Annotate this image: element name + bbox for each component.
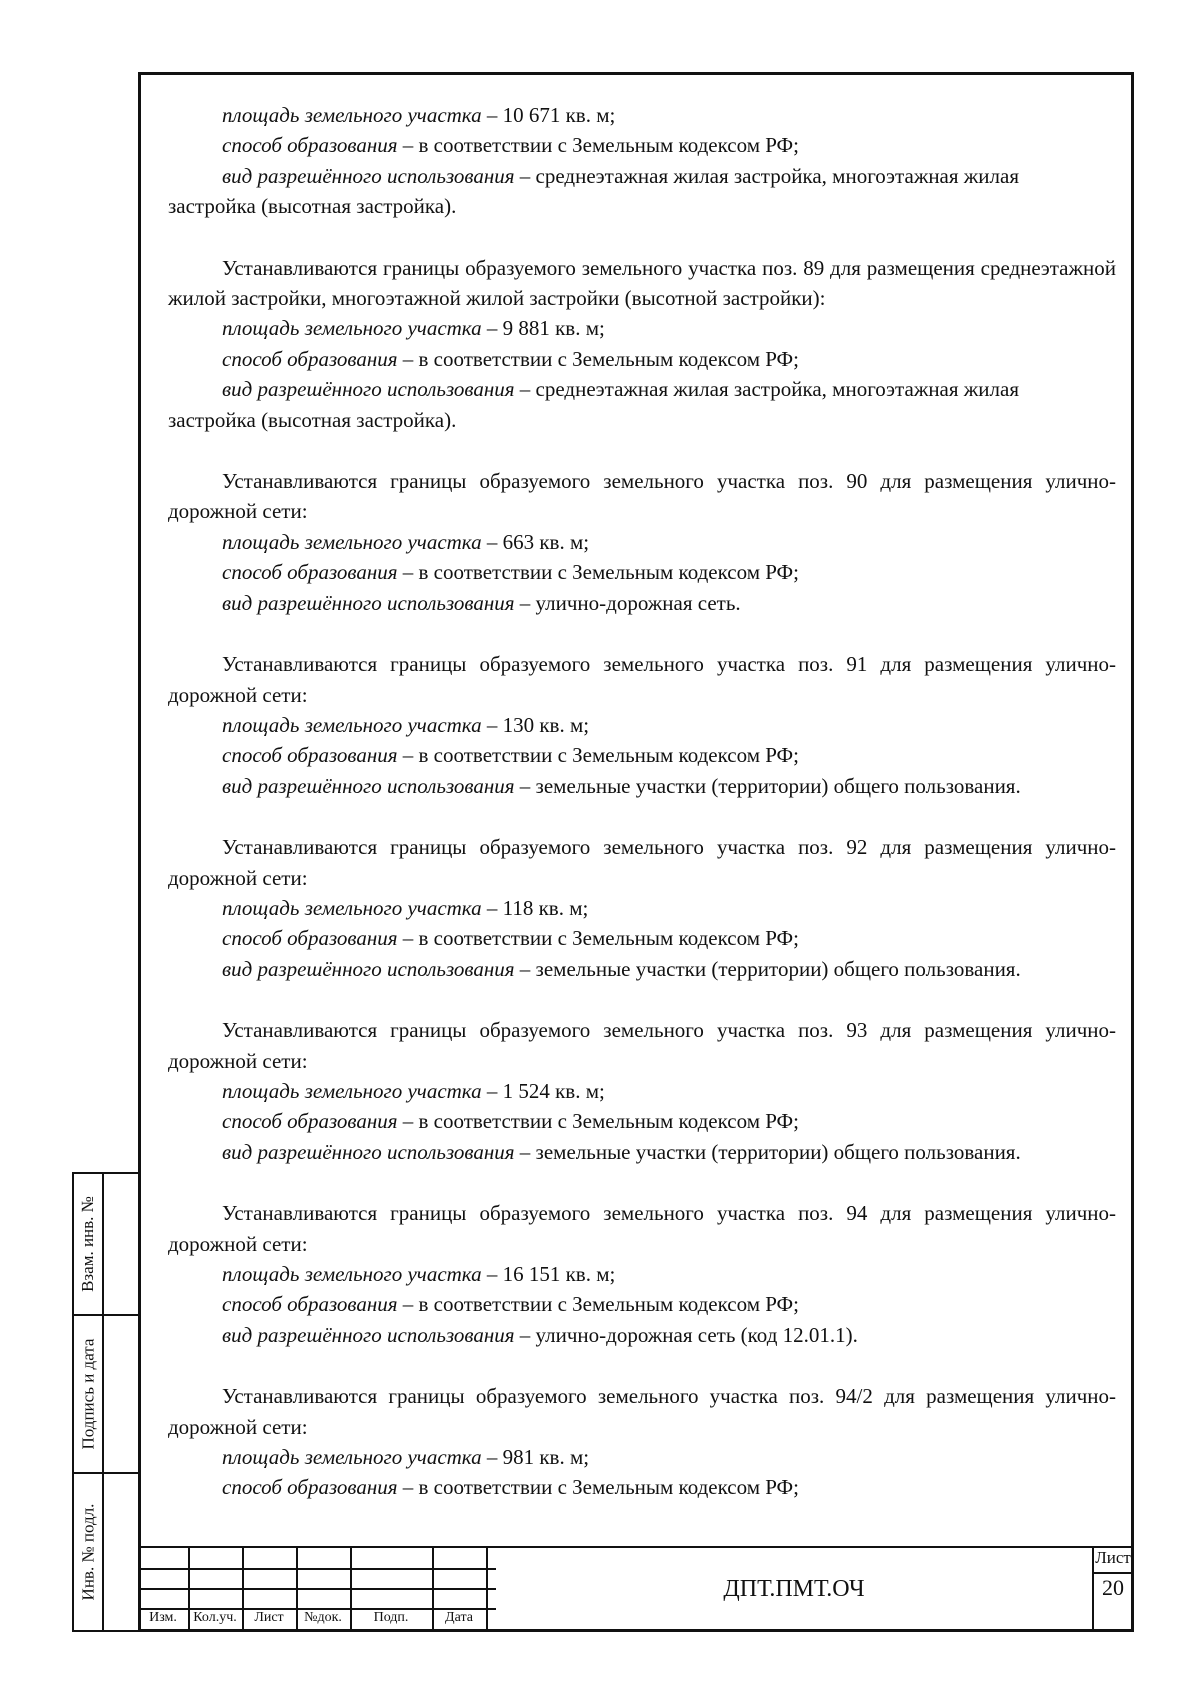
parameter-line <box>168 954 1116 984</box>
side-row-podpis <box>74 1316 138 1472</box>
paragraph-lead: Устанавливаются границы образуемого земельного участка поз. 92 для размещения улично-дорожной сети: <box>168 835 1116 890</box>
parameter-line <box>168 1259 1116 1289</box>
header-izm: Изм. <box>149 1610 177 1625</box>
parameter-value: – улично-дорожная сеть. <box>514 590 741 615</box>
parameter-label: площадь земельного участка <box>222 1078 482 1103</box>
paragraph-continuation: застройка (высотная застройка). <box>168 407 457 432</box>
parameter-label: способ образования <box>222 1475 398 1500</box>
parameter-line <box>168 344 1116 374</box>
section-paragraph <box>168 1015 1116 1167</box>
section-paragraph <box>168 832 1116 984</box>
parameter-line <box>168 588 1116 618</box>
paragraph-lead: Устанавливаются границы образуемого земельного участка поз. 91 для размещения улично-дорожной сети: <box>168 652 1116 707</box>
paragraph-lead: Устанавливаются границы образуемого земельного участка поз. 94 для размещения улично-дорожной сети: <box>168 1201 1116 1256</box>
parameter-line <box>168 1289 1116 1319</box>
parameter-label: площадь земельного участка <box>222 1445 482 1470</box>
parameter-value: – улично-дорожная сеть (код 12.01.1). <box>514 1322 858 1347</box>
parameter-label: площадь земельного участка <box>222 529 482 554</box>
paragraph-continuation: застройка (высотная застройка). <box>168 194 457 219</box>
parameter-label: способ образования <box>222 743 398 768</box>
parameter-line <box>168 161 1116 191</box>
parameter-value: – среднеэтажная жилая застройка, многоэтажная жилая <box>514 163 1019 188</box>
parameter-value: – 1 524 кв. м; <box>481 1078 605 1103</box>
parameter-value: – в соответствии с Земельным кодексом РФ; <box>397 133 799 158</box>
header-kol-uch: Кол.уч. <box>193 1610 237 1625</box>
header-data: Дата <box>445 1610 473 1625</box>
side-label-podpis: Подпись и дата <box>78 1338 97 1450</box>
parameter-value: – 981 кв. м; <box>481 1445 590 1470</box>
parameter-label: способ образования <box>222 133 398 158</box>
parameter-label: способ образования <box>222 926 398 951</box>
paragraph-lead: Устанавливаются границы образуемого земельного участка поз. 90 для размещения улично-дорожной сети: <box>168 469 1116 524</box>
parameter-line <box>168 1472 1116 1502</box>
parameter-line <box>168 893 1116 923</box>
parameter-value: – в соответствии с Земельным кодексом РФ; <box>397 926 799 951</box>
parameter-line <box>168 527 1116 557</box>
side-label-inv: Инв. № подл. <box>78 1503 97 1601</box>
parameter-line <box>168 1076 1116 1106</box>
parameter-value: – в соответствии с Земельным кодексом РФ; <box>397 1292 799 1317</box>
section-paragraph <box>168 1198 1116 1350</box>
title-block-row-line <box>138 1588 496 1590</box>
sheet-label: Лист <box>1095 1548 1131 1567</box>
parameter-value: – 663 кв. м; <box>481 529 590 554</box>
parameter-value: – 16 151 кв. м; <box>481 1262 616 1286</box>
parameter-value: – земельные участки (территории) общего пользования. <box>514 956 1021 981</box>
parameter-label: площадь земельного участка <box>222 316 482 341</box>
parameter-value: – земельные участки (территории) общего пользования. <box>514 773 1021 798</box>
parameter-label: способ образования <box>222 560 398 585</box>
section-paragraph <box>168 253 1116 435</box>
parameter-line <box>168 1137 1116 1167</box>
parameter-value: – среднеэтажная жилая застройка, многоэтажная жилая <box>514 377 1019 402</box>
parameter-line <box>168 1320 1116 1350</box>
parameter-line <box>168 1106 1116 1136</box>
parameter-line <box>168 771 1116 801</box>
parameter-value: – 118 кв. м; <box>481 895 589 920</box>
parameter-label: способ образования <box>222 1292 398 1317</box>
parameter-label: вид разрешённого использования <box>222 956 515 981</box>
header-ndok: №док. <box>304 1610 342 1625</box>
header-podp: Подп. <box>373 1610 409 1625</box>
parameter-label: площадь земельного участка <box>222 712 482 737</box>
parameter-label: вид разрешённого использования <box>222 377 515 402</box>
paragraph-lead: Устанавливаются границы образуемого земельного участка поз. 94/2 для размещения улично-дорожной сети: <box>168 1384 1116 1439</box>
side-stamp <box>72 1172 138 1632</box>
section-paragraph <box>168 1381 1116 1503</box>
title-block-col-line <box>486 1546 488 1632</box>
parameter-line <box>168 557 1116 587</box>
parameter-line <box>168 374 1116 404</box>
parameter-value: – 10 671 кв. м; <box>481 103 616 127</box>
header-list: Лист <box>254 1610 284 1625</box>
document-body <box>168 100 1116 1534</box>
parameter-value: – 130 кв. м; <box>481 712 590 737</box>
parameter-value: – в соответствии с Земельным кодексом РФ; <box>397 560 799 585</box>
parameter-label: площадь земельного участка <box>222 1262 482 1286</box>
section-paragraph <box>168 100 1116 222</box>
parameter-label: вид разрешённого использования <box>222 590 515 615</box>
sheet-cell-line <box>1092 1572 1134 1574</box>
parameter-line <box>168 710 1116 740</box>
parameter-label: вид разрешённого использования <box>222 773 515 798</box>
parameter-line <box>168 130 1116 160</box>
document-code: ДПТ.ПМТ.ОЧ <box>723 1575 865 1602</box>
parameter-line <box>168 1442 1116 1472</box>
parameter-label: площадь земельного участка <box>222 103 482 127</box>
title-block-row-line <box>138 1568 496 1570</box>
side-row-vzam <box>74 1174 138 1314</box>
side-label-vzam: Взам. инв. № <box>78 1196 97 1292</box>
parameter-value: – в соответствии с Земельным кодексом РФ; <box>397 346 799 371</box>
parameter-line <box>168 740 1116 770</box>
paragraph-lead: Устанавливаются границы образуемого земельного участка поз. 89 для размещения среднеэтажной жилой застройки, многоэтажной жилой застройки (высотной застройки): <box>168 255 1116 311</box>
parameter-value: – 9 881 кв. м; <box>481 316 605 341</box>
parameter-label: способ образования <box>222 1109 398 1134</box>
parameter-value: – в соответствии с Земельным кодексом РФ; <box>397 1109 799 1134</box>
parameter-label: вид разрешённого использования <box>222 1139 515 1164</box>
parameter-line <box>168 100 1116 130</box>
section-paragraph <box>168 466 1116 618</box>
parameter-value: – земельные участки (территории) общего пользования. <box>514 1139 1021 1164</box>
parameter-line <box>168 313 1116 343</box>
section-paragraph <box>168 649 1116 801</box>
parameter-label: способ образования <box>222 346 398 371</box>
parameter-line <box>168 923 1116 953</box>
side-row-inv <box>74 1474 138 1630</box>
parameter-label: вид разрешённого использования <box>222 1322 515 1347</box>
parameter-label: площадь земельного участка <box>222 895 482 920</box>
parameter-value: – в соответствии с Земельным кодексом РФ; <box>397 743 799 768</box>
sheet-number: 20 <box>1102 1575 1124 1600</box>
paragraph-lead: Устанавливаются границы образуемого земельного участка поз. 93 для размещения улично-дорожной сети: <box>168 1018 1116 1073</box>
parameter-label: вид разрешённого использования <box>222 163 515 188</box>
parameter-value: – в соответствии с Земельным кодексом РФ; <box>397 1475 799 1500</box>
